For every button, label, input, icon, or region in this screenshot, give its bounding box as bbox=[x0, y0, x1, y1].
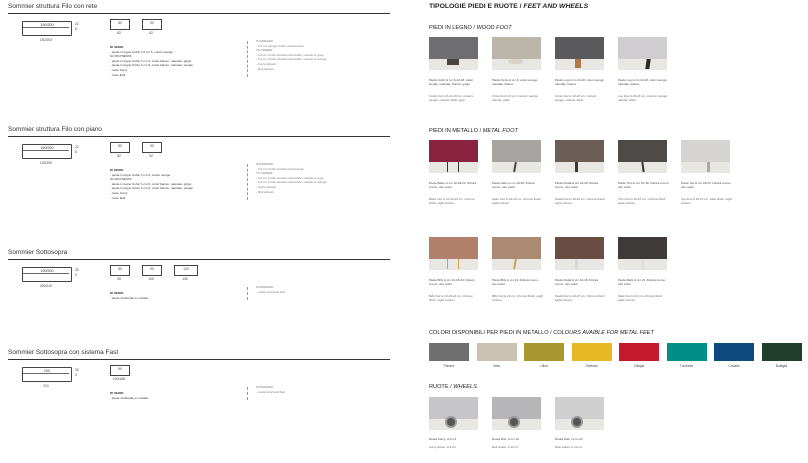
size-box-label: 90 bbox=[150, 266, 154, 271]
height-bottom-label: 8 bbox=[75, 150, 77, 154]
section-rule bbox=[8, 259, 390, 260]
spec-divider bbox=[247, 387, 248, 400]
foot-shape bbox=[645, 59, 650, 69]
size-box-width: 82 bbox=[117, 31, 121, 35]
bed-inner-line bbox=[23, 373, 69, 374]
fabric-block bbox=[618, 237, 667, 259]
caption-en: Roll wheel, H 10 cm bbox=[492, 445, 519, 449]
caption-it: Ruota Carry, H cm 6 bbox=[429, 437, 457, 441]
product-photo bbox=[429, 37, 478, 70]
color-name: Seta bbox=[493, 364, 500, 368]
product-photo bbox=[492, 37, 541, 70]
di-serie-label: DI SERIE: bbox=[110, 391, 125, 395]
product-photo bbox=[618, 140, 667, 173]
product-photo bbox=[618, 237, 667, 270]
caption-it: Piede Top H cm 18-23, finitura cromo, otto colori bbox=[681, 181, 732, 189]
foot-shape bbox=[707, 162, 710, 172]
spec-line: - ruote Roll bbox=[110, 72, 126, 77]
di-serie-label: DI SERIE: bbox=[110, 45, 125, 49]
fabric-block bbox=[492, 140, 541, 162]
title-en: FEET AND WHEELS bbox=[523, 3, 589, 10]
size-box-label: 80 bbox=[118, 266, 122, 271]
caption-it: Piede Pedal H cm 10-18, finitura cromo, otto colori bbox=[555, 181, 599, 189]
section-rule bbox=[8, 359, 390, 360]
caption-it: Piede Circle H cm 6, colori wengè, naturale, bianco bbox=[492, 78, 538, 86]
standard-line: - Carry wheels bbox=[256, 61, 276, 66]
color-swatch bbox=[524, 343, 564, 361]
wood-heading: PIEDI IN LEGNO / WOOD FOOT bbox=[429, 25, 512, 31]
foot-shape bbox=[641, 259, 644, 269]
caption-it: Piede Mark H cm 23, finitura cromo, otto colori bbox=[618, 278, 666, 286]
standard-line: - h 6 cm Circle wooden feet white, natural or wengè bbox=[256, 180, 327, 185]
spec-divider bbox=[247, 287, 248, 300]
spec-line: - piede strutturale in metallo bbox=[110, 395, 149, 400]
foot-shape bbox=[513, 259, 516, 269]
size-box-width: 130 bbox=[182, 277, 188, 281]
section-rule bbox=[8, 136, 390, 137]
caption-en: Glam foot H 10-18 cm, chrome finish, eight colours bbox=[492, 197, 542, 205]
caption-it: Piede Trim H cm 10-18, finitura cromo, otto colori bbox=[618, 181, 670, 189]
bed-length-label: 190/200 bbox=[40, 146, 54, 150]
bed-width-label: 200/210 bbox=[39, 284, 53, 288]
caption-en: Top foot H 18-23 cm, satin finish, eight colours bbox=[681, 197, 733, 205]
size-box bbox=[142, 142, 162, 153]
color-name: Turchese bbox=[679, 364, 694, 368]
product-photo bbox=[555, 397, 604, 430]
color-name: Oliva bbox=[540, 364, 548, 368]
size-box-label: 90 bbox=[150, 143, 154, 148]
size-box-label: 80 bbox=[118, 143, 122, 148]
spec-line: - piede in legno Cubic h cm 6, colori bianco, naturale, grigio bbox=[110, 181, 192, 186]
section-rule bbox=[8, 13, 390, 14]
color-name: Polvere bbox=[443, 364, 455, 368]
caption-en: Circle foot H 6 cm, colours: wengè, natural, white bbox=[492, 94, 539, 102]
caption-en: Carry wheel, H 6 cm bbox=[429, 445, 457, 449]
standard-line: TO ORDER: bbox=[256, 171, 274, 176]
height-bottom-label: 3 bbox=[75, 373, 77, 377]
caption-it: Piede Basic H cm 10-18-23, finitura cromo, otto colori bbox=[429, 181, 477, 189]
colors-heading-en: COLOURS AVAIBLE FOR METAL FEET bbox=[553, 330, 654, 336]
fabric-block bbox=[618, 140, 667, 162]
spec-line: - piede in legno Cubic h 6 cm 6, colore wengè bbox=[110, 49, 173, 54]
bed-length-label: 200 bbox=[44, 369, 50, 373]
size-box-label: 90 bbox=[118, 366, 122, 371]
size-box-width: 90 bbox=[117, 277, 121, 281]
wheel-shape bbox=[571, 416, 583, 428]
bed-outline bbox=[22, 144, 72, 159]
metal-heading-en: METAL FOOT bbox=[482, 128, 518, 134]
section-title: Sommier Sottosopra bbox=[8, 249, 68, 256]
title-it: TIPOLOGIE PIEDI E RUOTE bbox=[429, 3, 518, 10]
wood-heading-it: PIEDI IN LEGNO bbox=[429, 25, 472, 31]
size-box-width: 92 bbox=[149, 154, 153, 158]
caption-en: Billy foot H 10-18-23 cm, chrome finish, eight colours bbox=[429, 294, 473, 302]
standard-line: - Roll wheels bbox=[256, 66, 274, 71]
caption-en: Trim foot H 10-18 cm, chrome finish, eight colours bbox=[618, 197, 667, 205]
size-box-width: 82 bbox=[117, 154, 121, 158]
size-box-label: 80 bbox=[118, 20, 122, 25]
product-photo bbox=[618, 37, 667, 70]
spec-divider bbox=[247, 41, 248, 77]
standard-line: - h 6 cm Cubic wooden feet wengè bbox=[256, 166, 304, 171]
section-title: Sommier Sottosopra con sistema Fast bbox=[8, 349, 119, 356]
standard-label: STANDARD: bbox=[256, 285, 274, 289]
color-name: Cobalto bbox=[728, 364, 740, 368]
section-title: Sommier struttura Filo con piano bbox=[8, 126, 102, 133]
product-photo bbox=[681, 140, 730, 173]
product-photo bbox=[555, 237, 604, 270]
caption-it: Piede Glam H cm 10-18, finitura cromo, otto colori bbox=[492, 181, 535, 189]
bed-inner-line bbox=[23, 150, 69, 151]
height-bottom-label: 3 bbox=[75, 273, 77, 277]
product-photo bbox=[555, 140, 604, 173]
metal-heading: PIEDI IN METALLO / METAL FOOT bbox=[429, 128, 518, 134]
color-swatch bbox=[619, 343, 659, 361]
wood-heading-en: WOOD FOOT bbox=[476, 25, 512, 31]
color-swatch bbox=[572, 343, 612, 361]
foot-shape bbox=[447, 259, 459, 269]
fabric-block bbox=[429, 37, 478, 59]
standard-label: STANDARD: bbox=[256, 39, 274, 43]
size-box bbox=[110, 19, 130, 30]
caption-it: Ruota Disk, H cm 23 bbox=[555, 437, 583, 441]
caption-en: Log foot H 10-18 cm, colours: wengè, natural, white bbox=[618, 94, 668, 102]
wheels-heading: RUOTE / WHEELS bbox=[429, 384, 477, 390]
size-box-label: 90 bbox=[150, 20, 154, 25]
caption-en: Basic foot H 10-18-23 cm, chrome finish, eight colours bbox=[429, 197, 475, 205]
color-name: Ciliegia bbox=[633, 364, 645, 368]
fabric-block bbox=[555, 237, 604, 259]
height-top-label: 32 bbox=[75, 268, 79, 272]
spec-divider bbox=[247, 164, 248, 200]
color-swatch bbox=[667, 343, 707, 361]
caption-it: Ruota Roll, H cm 10 bbox=[492, 437, 519, 441]
size-box bbox=[142, 265, 162, 276]
size-box-width: 92 bbox=[149, 31, 153, 35]
standard-line: TO ORDER: bbox=[256, 48, 274, 53]
product-photo bbox=[492, 237, 541, 270]
foot-shape bbox=[447, 162, 459, 172]
product-photo bbox=[429, 140, 478, 173]
size-box bbox=[110, 365, 130, 376]
standard-line: - Carry wheels bbox=[256, 184, 276, 189]
standard-label: STANDARD: bbox=[256, 162, 274, 166]
bed-outline bbox=[22, 21, 72, 36]
bed-width-label: 192/202 bbox=[39, 38, 53, 42]
bed-length-label: 190/200 bbox=[40, 269, 54, 273]
caption-it: Piede Billy H cm 23, finitura cromo, otto colori bbox=[492, 278, 539, 286]
caption-en: Cubic foot H 6-10-18 cm, colours: wengè, natural, white, grey bbox=[429, 94, 474, 102]
foot-shape bbox=[575, 59, 581, 68]
bed-inner-line bbox=[23, 273, 69, 274]
fabric-block bbox=[555, 37, 604, 59]
spec-line: - piede strutturale in metallo bbox=[110, 295, 149, 300]
spec-line: - ruote Carry bbox=[110, 190, 128, 195]
standard-line: - h 6 cm Circle wooden feet white, natural or wenge bbox=[256, 57, 327, 62]
height-top-label: 22 bbox=[75, 22, 79, 26]
section-title: Sommier struttura Filo con rete bbox=[8, 3, 98, 10]
spec-line: - ruote Roll bbox=[110, 195, 126, 200]
size-box bbox=[142, 19, 162, 30]
bed-length-label: 190/200 bbox=[40, 23, 54, 27]
wheels-heading-it: RUOTE bbox=[429, 384, 449, 390]
bed-width-label: 210 bbox=[43, 384, 49, 388]
size-box bbox=[174, 265, 198, 276]
foot-shape bbox=[513, 162, 516, 172]
standard-line: - metal structural feet bbox=[256, 389, 286, 394]
fabric-block bbox=[429, 237, 478, 259]
caption-en: Pedal foot H 10-18 cm, chrome finish, eight colours bbox=[555, 197, 606, 205]
color-swatch bbox=[429, 343, 469, 361]
color-name: Ginestra bbox=[585, 364, 598, 368]
product-photo bbox=[429, 237, 478, 270]
colors-heading: COLORI DISPONIBILI PER PIEDI IN METALLO / COLOURS AVAIBLE FOR METAL FEET bbox=[429, 330, 654, 336]
fabric-block bbox=[555, 140, 604, 162]
product-photo bbox=[429, 397, 478, 430]
size-box-label: 120 bbox=[183, 266, 189, 271]
wheel-shape bbox=[508, 416, 520, 428]
fabric-block bbox=[492, 37, 541, 59]
size-box-width: 100 bbox=[148, 277, 154, 281]
product-photo bbox=[555, 37, 604, 70]
foot-shape bbox=[447, 59, 459, 65]
size-box bbox=[110, 142, 130, 153]
spec-line: - piede in legno Cubic h cm 6, colori bianco, naturale, grigio bbox=[110, 58, 192, 63]
caption-en: Billy foot H 23 cm, chrome finish, eight colours bbox=[492, 294, 544, 302]
caption-en: Pedal foot H 10-18 cm, chrome finish, eight colours bbox=[555, 294, 606, 302]
standard-line: - Roll wheels bbox=[256, 189, 274, 194]
colors-heading-it: COLORI DISPONIBILI PER PIEDI IN METALLO bbox=[429, 330, 549, 336]
standard-line: - h 6 cm wenge Cubic wooden feet bbox=[256, 43, 304, 48]
standard-line: - metal structural feet bbox=[256, 289, 286, 294]
color-swatch bbox=[477, 343, 517, 361]
bed-outline bbox=[22, 267, 72, 282]
product-photo bbox=[492, 140, 541, 173]
fabric-block bbox=[618, 37, 667, 59]
spec-line: - piede in legno Circle h cm 6, colori bianco, naturale, wengè bbox=[110, 186, 193, 191]
caption-it: Piede Cubic H cm 6-10-18, colori wengè, naturale, bianco, grigio bbox=[429, 78, 474, 86]
foot-shape bbox=[508, 59, 523, 64]
metal-heading-it: PIEDI IN METALLO bbox=[429, 128, 479, 134]
di-serie-label: DI SERIE: bbox=[110, 291, 125, 295]
spec-line: - piede in legno Cubic h cm 6, colore wengè bbox=[110, 172, 171, 177]
wheel-shape bbox=[445, 416, 457, 428]
color-swatch bbox=[714, 343, 754, 361]
caption-en: Conic foot H 10-18 cm, colours: wengè, natural, white bbox=[555, 94, 598, 102]
fabric-block bbox=[681, 140, 730, 162]
standard-line: - h 6 cm Cubic wooden feet white, natural or grey bbox=[256, 175, 324, 180]
height-top-label: 22 bbox=[75, 145, 79, 149]
caption-it: Piede Log H cm 10-18, colori wengè, naturale, bianco bbox=[618, 78, 668, 86]
spec-line: SU RICHIESTA: bbox=[110, 177, 133, 182]
foot-shape bbox=[575, 162, 578, 172]
height-bottom-label: 8 bbox=[75, 27, 77, 31]
fabric-block bbox=[429, 140, 478, 162]
bed-inner-line bbox=[23, 27, 69, 28]
size-box-width: 100/186 bbox=[112, 377, 126, 381]
wheels-heading-en: WHEELS bbox=[453, 384, 477, 390]
caption-it: Piede Pedal H cm 10-18, finitura cromo, otto colori bbox=[555, 278, 599, 286]
color-name: Bottiglia bbox=[775, 364, 788, 368]
height-top-label: 32 bbox=[75, 368, 79, 372]
spec-line: - ruote Carry bbox=[110, 67, 128, 72]
caption-en: Disk wheel, H 23 cm bbox=[555, 445, 583, 449]
di-serie-label: DI SERIE: bbox=[110, 168, 125, 172]
caption-it: Piede Billy H cm 10-18-23, finitura cromo, otto colori bbox=[429, 278, 475, 286]
caption-en: Mark foot H 23 cm, chrome finish, eight colours bbox=[618, 294, 663, 302]
color-swatch bbox=[762, 343, 802, 361]
foot-shape bbox=[575, 259, 578, 269]
standard-line: - h 6 cm Cubic wooden feet white, natural or grey bbox=[256, 52, 324, 57]
fabric-block bbox=[492, 237, 541, 259]
feet-wheels-title: TIPOLOGIE PIEDI E RUOTE / FEET AND WHEELS bbox=[429, 3, 589, 10]
caption-it: Piede Log H cm 10-18, colori wengè, naturale, bianco bbox=[555, 78, 605, 86]
standard-label: STANDARD: bbox=[256, 385, 274, 389]
bed-width-label: 192/202 bbox=[39, 161, 53, 165]
spec-line: SU RICHIESTA: bbox=[110, 54, 133, 59]
foot-shape bbox=[641, 162, 644, 172]
size-box bbox=[110, 265, 130, 276]
bed-outline bbox=[22, 367, 72, 382]
product-photo bbox=[492, 397, 541, 430]
spec-line: - piede in legno Circle h cm 6, colori bianco, naturale, wengè bbox=[110, 63, 193, 68]
